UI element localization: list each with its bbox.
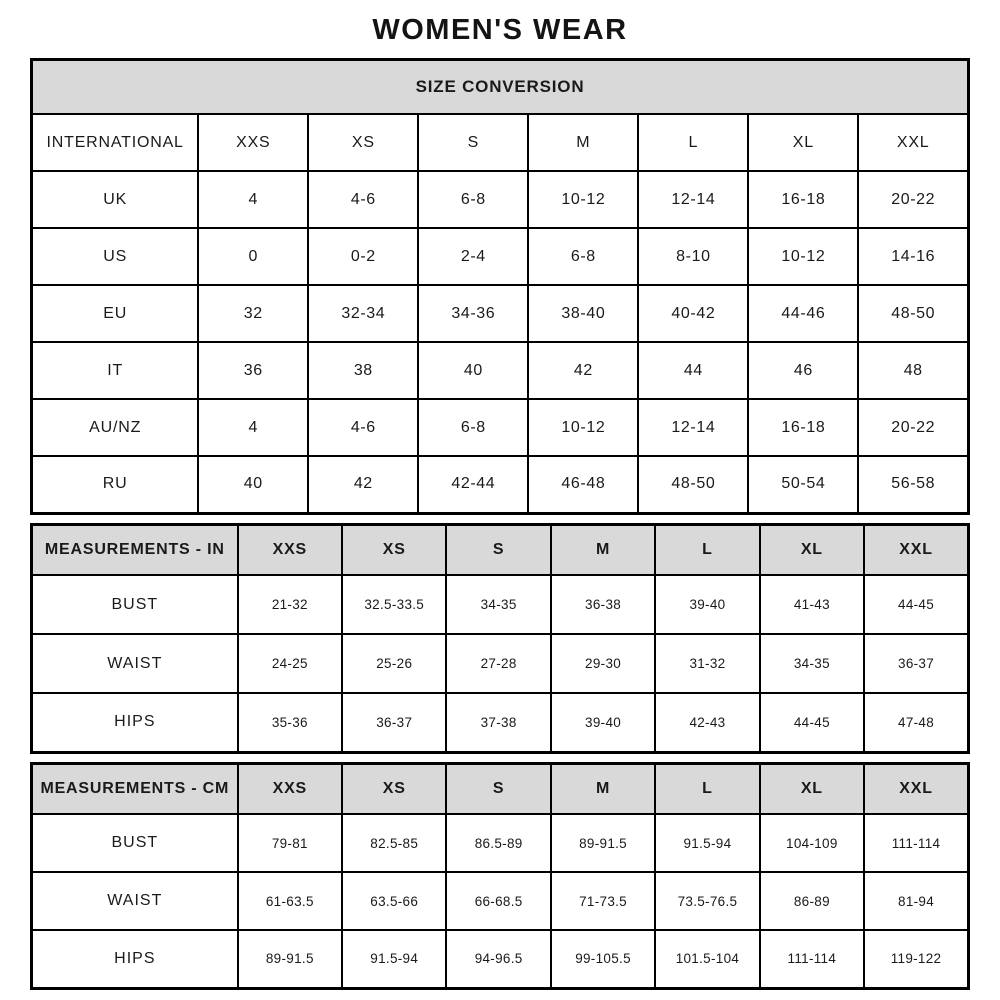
column-header: XXL [864,763,968,814]
cell: 81-94 [864,872,968,930]
cell: 31-32 [655,634,759,693]
cell: 35-36 [238,693,342,752]
cell: 73.5-76.5 [655,872,759,930]
cell: 71-73.5 [551,872,655,930]
cell: 42-44 [418,456,528,513]
size-conversion-table [30,58,970,515]
cell: 4-6 [308,171,418,228]
cell: 48-50 [638,456,748,513]
cell: 104-109 [760,814,864,872]
cell: 42 [308,456,418,513]
cell: 111-114 [760,930,864,988]
cell: 86.5-89 [446,814,550,872]
cell: 82.5-85 [342,814,446,872]
cell: 10-12 [748,228,858,285]
table-row [32,285,969,342]
cell: 101.5-104 [655,930,759,988]
corner-header: MEASUREMENTS - CM [32,763,238,814]
column-header: L [655,524,759,575]
cell: 6-8 [418,171,528,228]
cell: 40 [198,456,308,513]
cell: 89-91.5 [551,814,655,872]
cell: 36-38 [551,575,655,634]
cell: 25-26 [342,634,446,693]
cell: 37-38 [446,693,550,752]
cell: 4 [198,399,308,456]
cell: 32-34 [308,285,418,342]
table-row [32,872,969,930]
row-label: WAIST [32,872,238,930]
row-label: HIPS [32,930,238,988]
cell: 39-40 [655,575,759,634]
cell: 50-54 [748,456,858,513]
table-row [32,399,969,456]
cell: 44-45 [760,693,864,752]
cell: 0-2 [308,228,418,285]
cell: 12-14 [638,171,748,228]
table-banner: SIZE CONVERSION [32,60,969,115]
column-header: XL [760,763,864,814]
row-label: RU [32,456,199,513]
cell: 34-36 [418,285,528,342]
cell: 16-18 [748,399,858,456]
cell: 8-10 [638,228,748,285]
cell: 48-50 [858,285,968,342]
cell: 39-40 [551,693,655,752]
cell: 47-48 [864,693,968,752]
cell: 56-58 [858,456,968,513]
row-label: BUST [32,814,238,872]
column-header: S [418,114,528,171]
cell: 41-43 [760,575,864,634]
cell: 6-8 [418,399,528,456]
cell: 6-8 [528,228,638,285]
column-header: XXS [238,763,342,814]
table-row [32,342,969,399]
cell: 99-105.5 [551,930,655,988]
cell: 36 [198,342,308,399]
table-row [32,171,969,228]
cell: 94-96.5 [446,930,550,988]
column-header: L [655,763,759,814]
cell: 40 [418,342,528,399]
cell: 42-43 [655,693,759,752]
page-title: WOMEN'S WEAR [372,14,628,46]
row-label: UK [32,171,199,228]
cell: 14-16 [858,228,968,285]
cell: 4 [198,171,308,228]
table-row [32,456,969,513]
table-row [32,228,969,285]
row-label: BUST [32,575,238,634]
cell: 40-42 [638,285,748,342]
column-header: XL [748,114,858,171]
cell: 119-122 [864,930,968,988]
column-header: XS [308,114,418,171]
corner-header: MEASUREMENTS - IN [32,524,238,575]
cell: 24-25 [238,634,342,693]
cell: 32.5-33.5 [342,575,446,634]
cell: 10-12 [528,399,638,456]
cell: 86-89 [760,872,864,930]
table-row [32,634,969,693]
cell: 2-4 [418,228,528,285]
cell: 38 [308,342,418,399]
cell: 36-37 [342,693,446,752]
cell: 46 [748,342,858,399]
cell: 36-37 [864,634,968,693]
column-header: S [446,763,550,814]
cell: 46-48 [528,456,638,513]
column-header: M [528,114,638,171]
column-header: XS [342,763,446,814]
cell: 12-14 [638,399,748,456]
cell: 32 [198,285,308,342]
cell: 66-68.5 [446,872,550,930]
cell: 27-28 [446,634,550,693]
cell: 34-35 [446,575,550,634]
cell: 21-32 [238,575,342,634]
row-label: US [32,228,199,285]
row-label: IT [32,342,199,399]
cell: 61-63.5 [238,872,342,930]
cell: 42 [528,342,638,399]
row-label: HIPS [32,693,238,752]
cell: 91.5-94 [342,930,446,988]
cell: 63.5-66 [342,872,446,930]
row-label: WAIST [32,634,238,693]
column-header: S [446,524,550,575]
table-row [32,693,969,752]
cell: 34-35 [760,634,864,693]
cell: 89-91.5 [238,930,342,988]
cell: 20-22 [858,171,968,228]
column-header: XXL [864,524,968,575]
cell: 10-12 [528,171,638,228]
column-header: XS [342,524,446,575]
table-row [32,575,969,634]
cell: 91.5-94 [655,814,759,872]
cell: 44-45 [864,575,968,634]
column-header: XXL [858,114,968,171]
cell: 111-114 [864,814,968,872]
cell: 44 [638,342,748,399]
row-label: EU [32,285,199,342]
cell: 4-6 [308,399,418,456]
cell: 44-46 [748,285,858,342]
cell: 29-30 [551,634,655,693]
cell: 38-40 [528,285,638,342]
column-header: M [551,763,655,814]
column-header: XXS [198,114,308,171]
measurements-cm-table [30,762,970,990]
measurements-in-table [30,523,970,754]
row-label: AU/NZ [32,399,199,456]
table-row [32,930,969,988]
column-header: M [551,524,655,575]
cell: 20-22 [858,399,968,456]
cell: 0 [198,228,308,285]
cell: 16-18 [748,171,858,228]
corner-header: INTERNATIONAL [32,114,199,171]
cell: 48 [858,342,968,399]
column-header: XXS [238,524,342,575]
table-row [32,814,969,872]
cell: 79-81 [238,814,342,872]
column-header: L [638,114,748,171]
column-header: XL [760,524,864,575]
